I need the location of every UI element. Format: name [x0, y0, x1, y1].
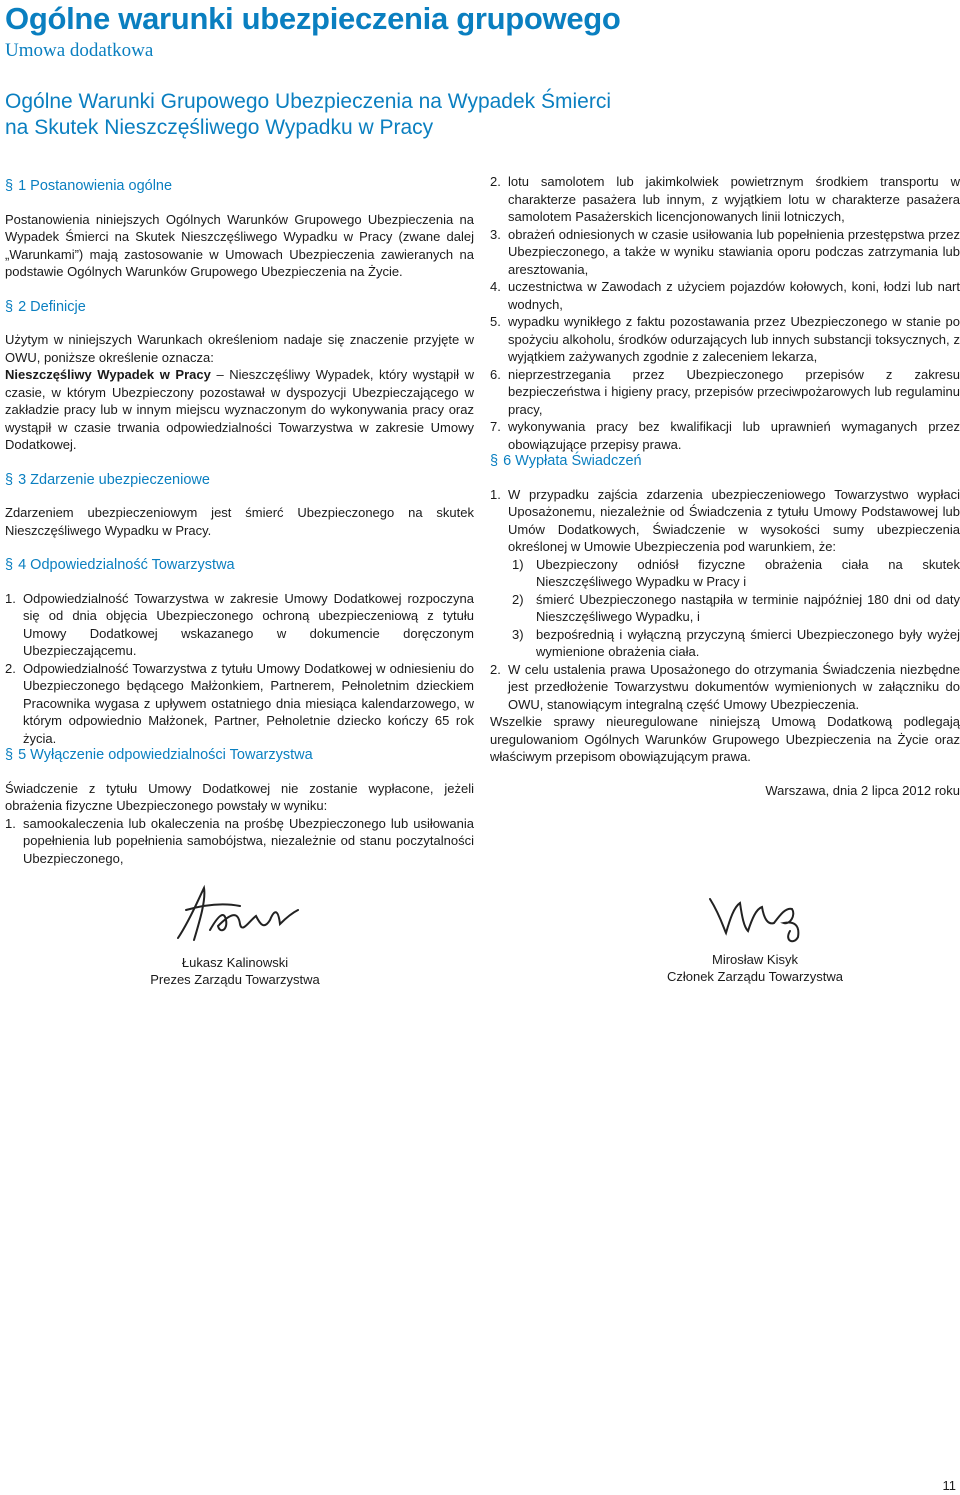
list-item: 1. W przypadku zajścia zdarzenia ubezpieczeniowego Towarzystwo wypłaci Uposażonemu, niezależnie od Świadczenia z tytułu Umowy Podstawowej lub Umów Dodatkowych, Świadczenie w wysokości sumy ubezpieczenia określonej w Umowie Ubezpieczenia pod warunkiem, że:: [490, 486, 960, 554]
section-symbol: §: [5, 471, 14, 488]
sublist-item: 3) bezpośrednią i wyłączną przyczyną śmierci Ubezpieczonego były wyżej wymienione obrażenia ciała.: [512, 626, 960, 659]
list-item: 5. wypadku wynikłego z faktu pozostawania przez Ubezpieczonego w stanie po spożyciu alkoholu, środków odurzających lub innych substancji toksycznych, z wyjątkiem zażywanych zgodnie z zaleceniem lekarza,: [490, 314, 960, 364]
section-6-sublist: [490, 556, 960, 661]
section-5-list-continued: [490, 173, 960, 453]
list-item: 4. uczestnictwa w Zawodach z użyciem pojazdów kołowych, koni, łodzi lub nart wodnych,: [490, 279, 960, 312]
section-4-list: [5, 590, 474, 748]
definition-text: – Nieszczęśliwy Wypadek, który wystąpił w czasie, w którym Ubezpieczony pozostawał w dyspozycji Ubezpieczającego w zakładzie pracy lub w innym miejscu wyznaczonym do wykonywania pracy oraz wystąpił w czasie trwania odpowiedzialności Towarzystwa w zakresie Umowy Dodatkowej.: [5, 367, 474, 452]
list-item: 1. Odpowiedzialność Towarzystwa w zakresie Umowy Dodatkowej rozpoczyna się od dnia objęcia Ubezpieczonego ochroną ubezpieczeniową z tytułu Umowy Dodatkowej wskazanego w dokumencie doręczonym Ubezpieczającemu.: [5, 590, 474, 658]
section-4-heading: § 4 Odpowiedzialność Towarzystwa: [5, 557, 235, 573]
list-item: 1. samookaleczenia lub okaleczenia na prośbę Ubezpieczonego lub usiłowania popełnienia lub popełnienia samobójstwa, niezależnie od stanu poczytalności Ubezpieczonego,: [5, 815, 474, 866]
list-item: 7. wykonywania pracy bez kwalifikacji lub uprawnień wymaganych przez obowiązujące przepisy prawa.: [490, 419, 960, 452]
section-2-definition: [5, 366, 474, 454]
signature-image: [160, 880, 310, 950]
signatory-role: Prezes Zarządu Towarzystwa: [150, 972, 320, 987]
section-5-list: [5, 815, 474, 868]
sublist-item: 2) śmierć Ubezpieczonego nastąpiła w terminie najpóźniej 180 dni od daty Nieszczęśliwego Wypadku, i: [512, 591, 960, 624]
signature-block-board-member: [650, 885, 860, 985]
closing-paragraph: Wszelkie sprawy nieuregulowane niniejszą Umową Dodatkową podlegają uregulowaniom Ogólnych Warunków Grupowego Ubezpieczenia na Życie oraz właściwym przepisom obowiązującym prawa.: [490, 714, 960, 764]
signature-block-president: [130, 880, 340, 988]
conditions-title-line2: na Skutek Nieszczęśliwego Wypadku w Pracy: [5, 116, 434, 139]
list-item: 2. W celu ustalenia prawa Uposażonego do otrzymania Świadczenia niezbędne jest przedłożenie Towarzystwu dokumentów wymienionych w załączniku do OWU, stanowiącym integralną część Umowy Ubezpieczenia.: [490, 661, 960, 712]
defined-term: Nieszczęśliwy Wypadek w Pracy: [5, 367, 211, 382]
section-2-heading: § 2 Definicje: [5, 298, 86, 315]
conditions-title: [5, 89, 611, 141]
section-symbol: §: [5, 298, 14, 315]
signatory-role: Członek Zarządu Towarzystwa: [666, 969, 844, 984]
section-1-text: Postanowienia niniejszych Ogólnych Warunków Grupowego Ubezpieczenia na Wypadek Śmierci na Skutek Nieszczęśliwego Wypadku w Pracy (zwane dalej „Warunkami”) mają zastosowanie w Umowach Ubezpieczenia zawieranych na podstawie Ogólnych Warunków Grupowego Ubezpieczenia na Życie.: [5, 211, 474, 279]
page-number: 11: [942, 1478, 956, 1493]
section-3-heading: § 3 Zdarzenie ubezpieczeniowe: [5, 471, 210, 488]
section-5-heading: § 5 Wyłączenie odpowiedzialności Towarzystwa: [5, 747, 313, 763]
sublist-item: 1) Ubezpieczony odniósł fizyczne obrażenia ciała na skutek Nieszczęśliwego Wypadku w Pracy i: [512, 556, 960, 589]
document-main-title: Ogólne warunki ubezpieczenia grupowego: [5, 1, 621, 36]
signatory-name: Łukasz Kalinowski: [181, 955, 289, 970]
section-symbol: §: [490, 453, 499, 469]
conditions-title-line1: Ogólne Warunki Grupowego Ubezpieczenia na Wypadek Śmierci: [5, 90, 611, 113]
document-subtitle: Umowa dodatkowa: [5, 40, 154, 61]
section-symbol: §: [5, 747, 14, 763]
list-item: 3. obrażeń odniesionych w czasie usiłowania lub popełnienia przestępstwa przez Ubezpieczonego, a także w wyniku stawiania oporu podczas zatrzymania lub aresztowania,: [490, 226, 960, 277]
right-column: [490, 173, 960, 799]
list-item: 2. lotu samolotem lub jakimkolwiek powietrznym środkiem transportu w charakterze pasażera lub innym, z wyjątkiem lotu w charakterze pasażera samolotem Pasażerskich licencjonowanych linii lotniczych,: [490, 174, 960, 224]
list-item: 2. Odpowiedzialność Towarzystwa z tytułu Umowy Dodatkowej w odniesieniu do Ubezpieczonego będącego Małżonkiem, Partnerem, Pełnoletnim dzieckiem Pracownika wygasa z upływem ostatniego dnia miesiąca kalendarzowego, w którym odpowiednio Małżonek, Partner, Pełnoletnie dziecko kończy 65 rok życia.: [5, 660, 474, 746]
section-6-heading: § 6 Wypłata Świadczeń: [490, 453, 642, 469]
section-6-list: [490, 486, 960, 714]
place-and-date: Warszawa, dnia 2 lipca 2012 roku: [765, 782, 960, 798]
section-5-intro: Świadczenie z tytułu Umowy Dodatkowej nie zostanie wypłacone, jeżeli obrażenia fizyczne Ubezpieczonego powstały w wyniku:: [5, 780, 474, 813]
signatory-name: Mirosław Kisyk: [712, 952, 798, 967]
section-symbol: §: [5, 178, 14, 194]
list-item: 6. nieprzestrzegania przez Ubezpieczonego przepisów z zakresu bezpieczeństwa i higieny pracy, przepisów przeciwpożarowych lub regulaminu pracy,: [490, 366, 960, 417]
section-1-heading: § 1 Postanowienia ogólne: [5, 178, 173, 194]
signature-image: [690, 885, 820, 947]
section-2-intro: Użytym w niniejszych Warunkach określeniom nadaje się znaczenie przyjęte w OWU, poniższe określenie oznacza:: [5, 332, 474, 365]
left-column: [5, 178, 474, 867]
section-3-text: Zdarzeniem ubezpieczeniowym jest śmierć Ubezpieczonego na skutek Nieszczęśliwego Wypadku w Pracy.: [5, 505, 474, 538]
section-symbol: §: [5, 557, 14, 573]
